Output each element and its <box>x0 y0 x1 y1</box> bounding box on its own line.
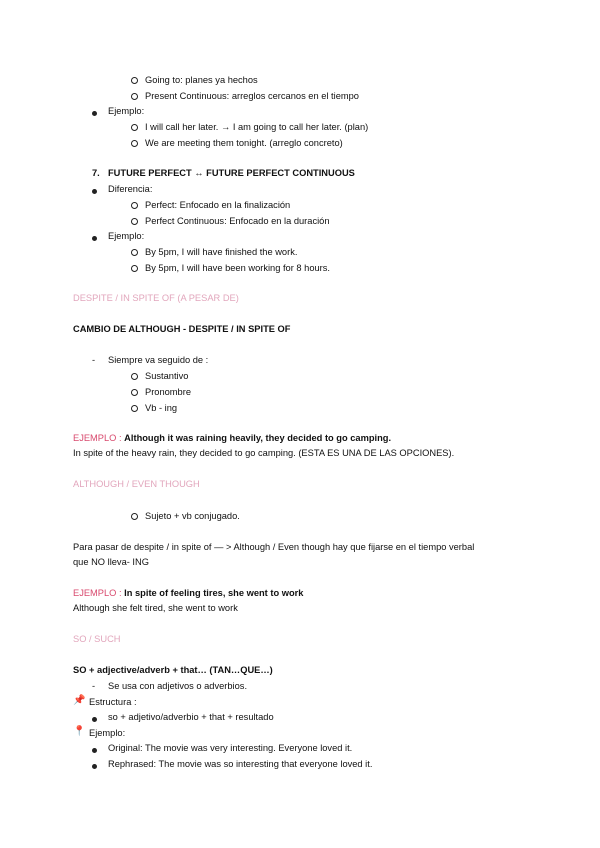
circle-bullet-icon <box>131 263 138 275</box>
ejemplo-line <box>73 432 391 444</box>
paragraph-line: que NO lleva- ING <box>73 557 149 567</box>
going-to-line: Going to: planes ya hechos <box>145 75 258 85</box>
original-line: Original: The movie was very interesting. Everyone loved it. <box>108 743 353 753</box>
perfect-line: Perfect: Enfocado en la finalización <box>145 200 291 210</box>
diferencia-label: Diferencia: <box>108 184 153 194</box>
list-item: Sustantivo <box>145 371 189 381</box>
example-line: I will call her later. → I am going to call her later. (plan) <box>145 122 369 132</box>
example-line: By 5pm, I will have finished the work. <box>145 247 298 257</box>
subheading: CAMBIO DE ALTHOUGH - DESPITE / IN SPITE OF <box>73 324 291 334</box>
list-item: Pronombre <box>145 387 191 397</box>
ejemplo-label: Ejemplo: <box>89 728 126 738</box>
dash-bullet: - <box>92 355 96 365</box>
circle-bullet-icon <box>131 403 138 415</box>
usage-line: Se usa con adjetivos o adverbios. <box>108 681 248 691</box>
circle-bullet-icon <box>131 371 138 383</box>
dash-bullet: - <box>92 681 96 691</box>
present-continuous-line: Present Continuous: arreglos cercanos en el tiempo <box>145 91 359 101</box>
ejemplo-label: Ejemplo: <box>108 231 145 241</box>
example-line: By 5pm, I will have been working for 8 hours. <box>145 263 330 273</box>
structure-line: so + adjetivo/adverbio + that + resultado <box>108 712 274 722</box>
circle-bullet-icon <box>131 511 138 523</box>
pin-icon: 📌 <box>73 695 86 706</box>
subheading: SO + adjective/adverb + that… (TAN…QUE…) <box>73 665 273 675</box>
dot-bullet-icon <box>92 232 97 244</box>
circle-bullet-icon <box>131 387 138 399</box>
round-pin-icon: 📍 <box>73 726 86 737</box>
section-heading: FUTURE PERFECT ↔ FUTURE PERFECT CONTINUOUS <box>108 168 355 178</box>
dot-bullet-icon <box>92 185 97 197</box>
answer-line: Although she felt tired, she went to work <box>73 603 238 613</box>
section-title: SO / SUCH <box>73 634 121 644</box>
dot-bullet-icon <box>92 760 97 772</box>
dot-bullet-icon <box>92 713 97 725</box>
section-title: ALTHOUGH / EVEN THOUGH <box>73 479 200 489</box>
paragraph-line: Para pasar de despite / in spite of — > Although / Even though hay que fijarse en el tiempo verbal <box>73 542 475 552</box>
ejemplo-label: Ejemplo: <box>108 106 145 116</box>
circle-bullet-icon <box>131 247 138 259</box>
dot-bullet-icon <box>92 107 97 119</box>
circle-bullet-icon <box>131 91 138 103</box>
circle-bullet-icon <box>131 200 138 212</box>
ejemplo-label: EJEMPLO : <box>73 588 122 598</box>
rephrased-line: Rephrased: The movie was so interesting that everyone loved it. <box>108 759 373 769</box>
list-item: Sujeto + vb conjugado. <box>145 511 240 521</box>
perfect-continuous-line: Perfect Continuous: Enfocado en la duración <box>145 216 330 226</box>
dot-bullet-icon <box>92 744 97 756</box>
example-line: We are meeting them tonight. (arreglo concreto) <box>145 138 343 148</box>
list-number: 7. <box>92 168 100 178</box>
ejemplo-line <box>73 587 303 599</box>
estructura-label: Estructura : <box>89 697 137 707</box>
list-item: Vb - ing <box>145 403 178 413</box>
ejemplo-text: In spite of feeling tires, she went to work <box>124 588 304 598</box>
circle-bullet-icon <box>131 138 138 150</box>
circle-bullet-icon <box>131 75 138 87</box>
ejemplo-label: EJEMPLO : <box>73 433 122 443</box>
circle-bullet-icon <box>131 122 138 134</box>
answer-line: In spite of the heavy rain, they decided to go camping. (ESTA ES UNA DE LAS OPCIONES). <box>73 448 455 458</box>
section-title: DESPITE / IN SPITE OF (A PESAR DE) <box>73 293 239 303</box>
ejemplo-text: Although it was raining heavily, they decided to go camping. <box>124 433 392 443</box>
circle-bullet-icon <box>131 216 138 228</box>
rule-line: Siempre va seguido de : <box>108 355 209 365</box>
